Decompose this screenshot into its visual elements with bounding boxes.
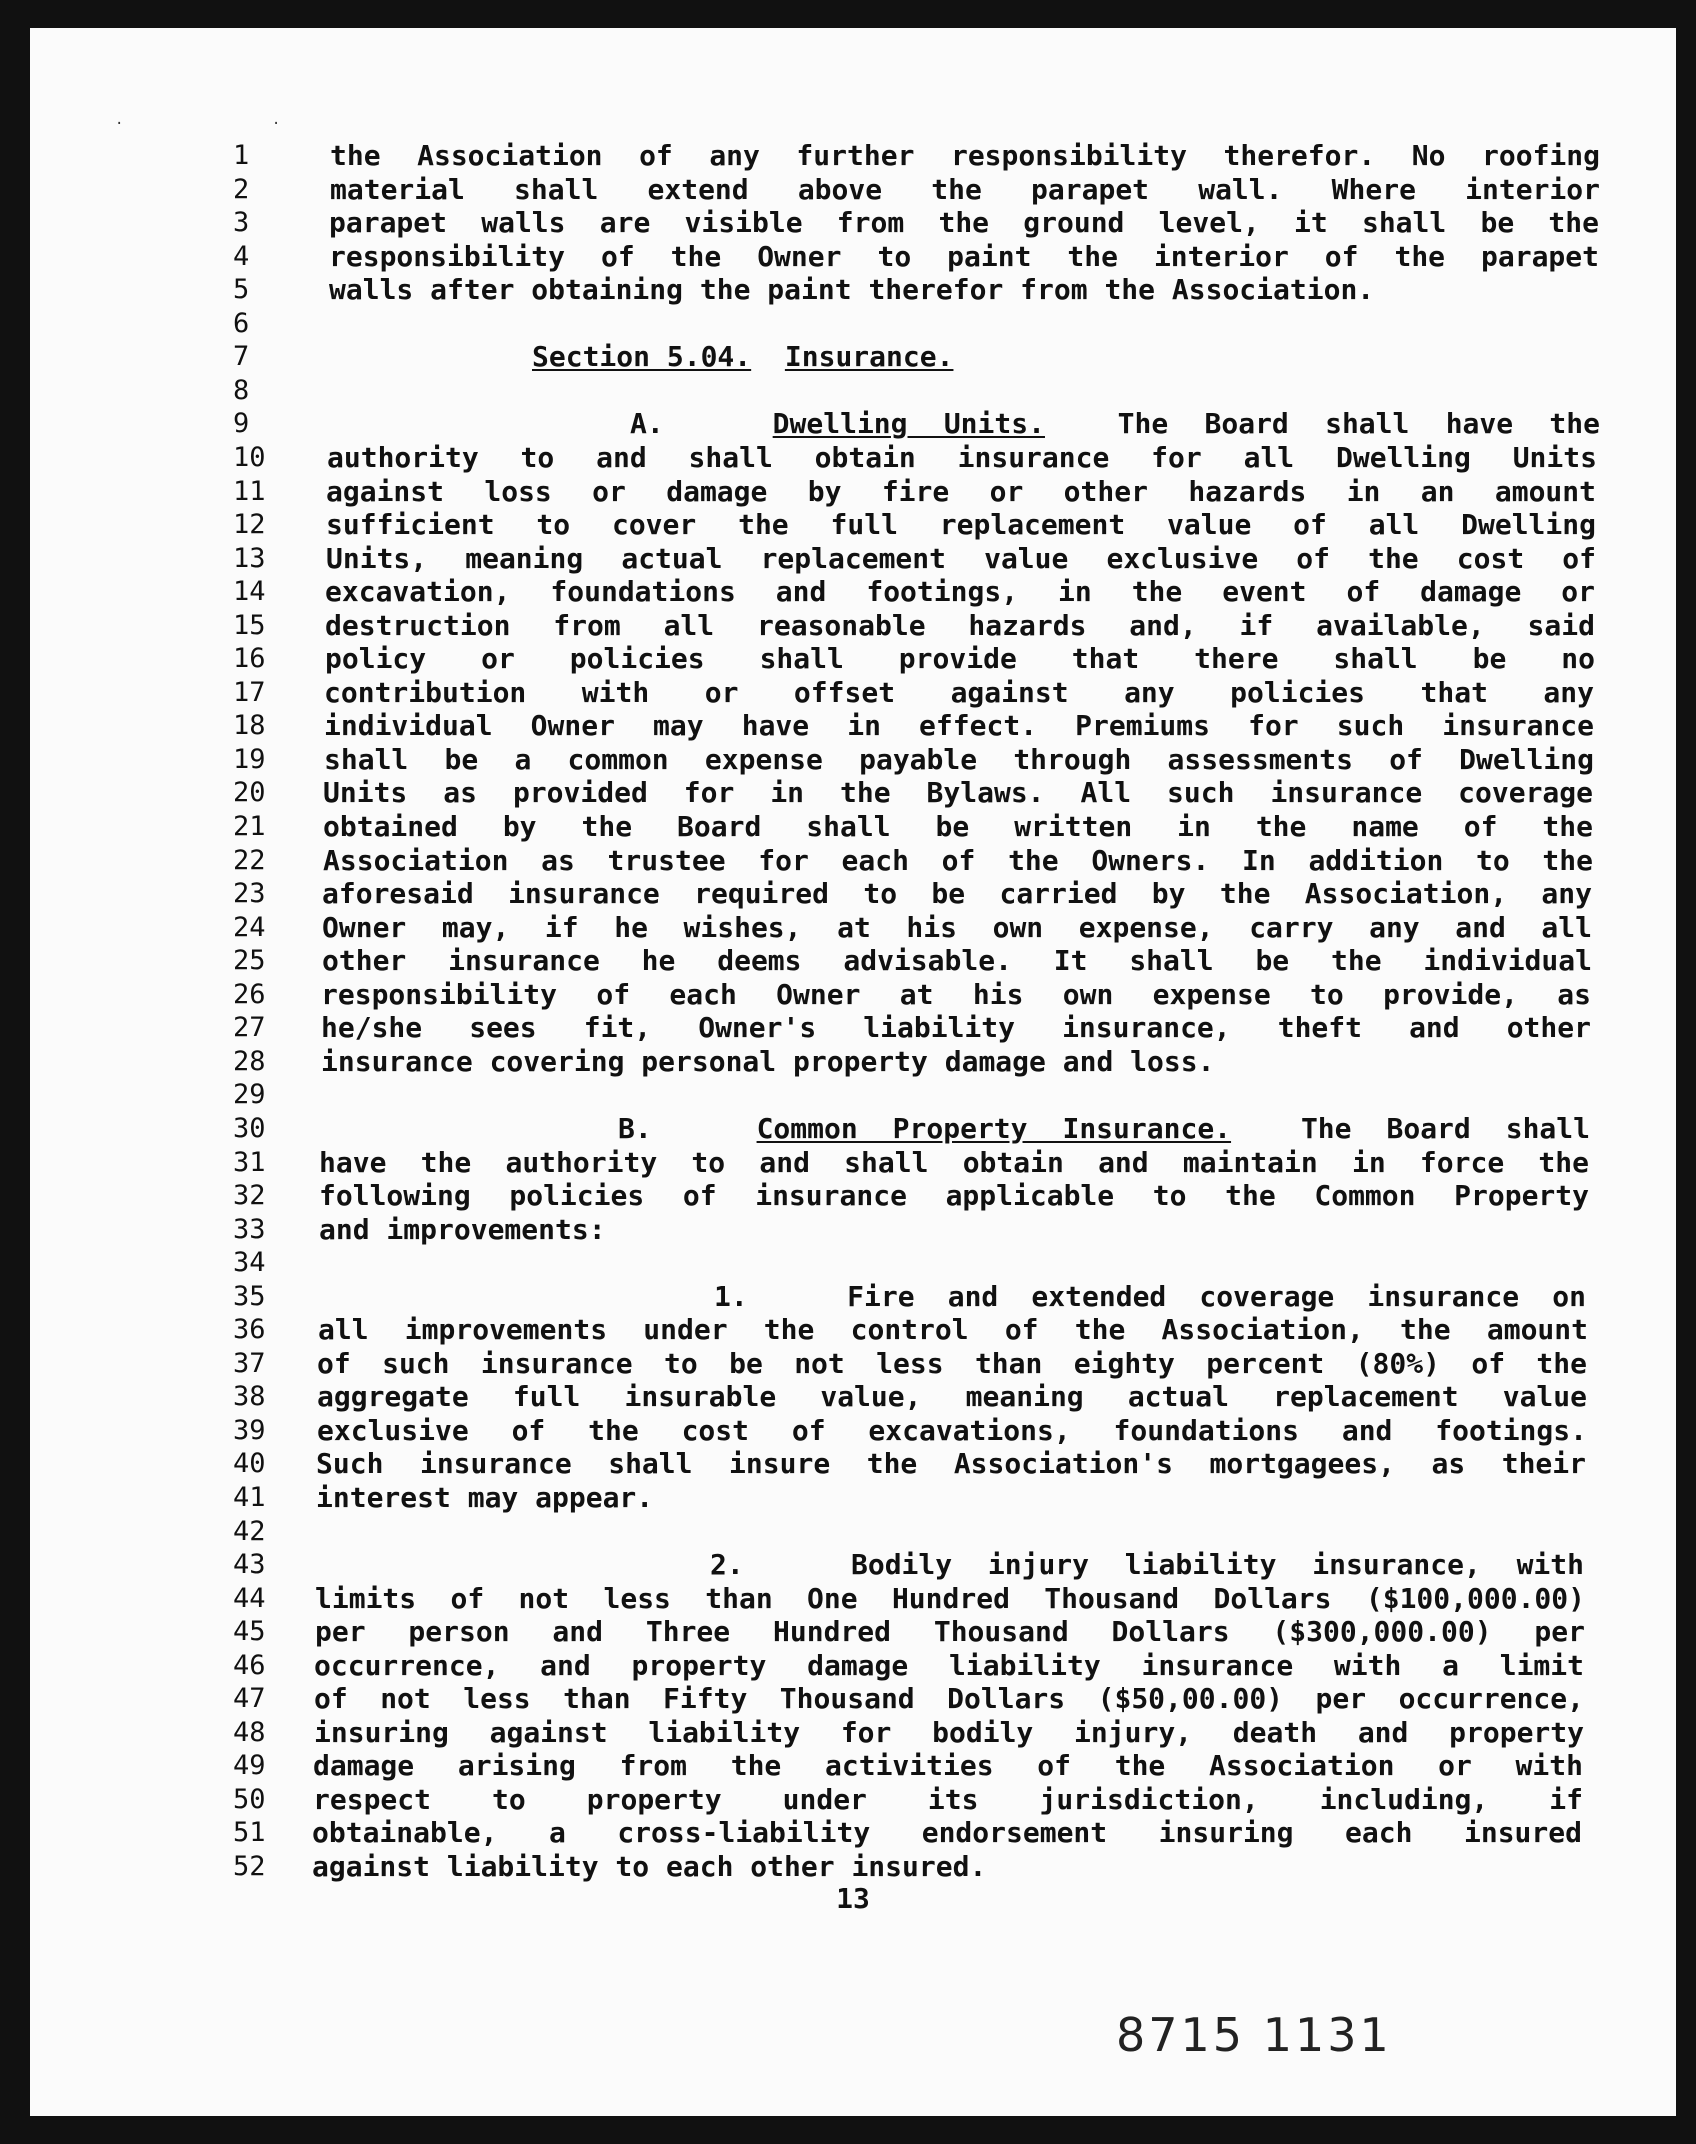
- line-number: 7: [233, 341, 250, 372]
- line-text: responsibility of each Owner at his own expense to provide, as: [321, 979, 1591, 1011]
- line-text: parapet walls are visible from the ground level, it shall be the: [329, 207, 1599, 239]
- line-text: insurance covering personal property damage and loss.: [321, 1046, 1215, 1078]
- line-number: 1: [233, 140, 250, 171]
- line-number: 12: [233, 509, 266, 540]
- line-text: policy or policies shall provide that there shall be no: [325, 643, 1595, 675]
- line-number: 14: [233, 576, 266, 607]
- line-number: 29: [233, 1079, 266, 1110]
- item-2-number: 2.: [710, 1549, 744, 1581]
- line-text: Units as provided for in the Bylaws. All such insurance coverage: [323, 777, 1593, 809]
- document-line: [30, 811, 1630, 843]
- document-line: [30, 576, 1630, 608]
- document-line: [30, 274, 1630, 306]
- document-line: [30, 912, 1630, 944]
- document-line: [30, 1616, 1630, 1648]
- line-number: 36: [233, 1314, 266, 1345]
- line-text: aforesaid insurance required to be carried by the Association, any: [322, 878, 1592, 910]
- line-text: damage arising from the activities of the Association or with: [313, 1750, 1583, 1782]
- document-line: [30, 308, 1630, 340]
- document-line: [30, 744, 1630, 776]
- document-line: [30, 878, 1630, 910]
- item-1-number: 1.: [714, 1281, 748, 1313]
- line-number: 17: [233, 677, 266, 708]
- line-text: [532, 341, 1696, 373]
- line-number: 26: [233, 979, 266, 1010]
- document-line: [30, 1012, 1630, 1044]
- line-number: 23: [233, 878, 266, 909]
- line-number: 19: [233, 744, 266, 775]
- line-number: 49: [233, 1750, 266, 1781]
- line-text: destruction from all reasonable hazards and, if available, said: [325, 610, 1595, 642]
- line-text: [618, 1113, 1590, 1145]
- document-line: [30, 174, 1630, 206]
- document-line: [30, 1214, 1630, 1246]
- line-number: 32: [233, 1180, 266, 1211]
- document-line: [30, 1147, 1630, 1179]
- document-line: [30, 341, 1630, 373]
- document-line: [30, 1549, 1630, 1581]
- line-number: 50: [233, 1784, 266, 1815]
- line-text: exclusive of the cost of excavations, foundations and footings.: [317, 1415, 1587, 1447]
- document-line: [30, 710, 1630, 742]
- line-text: per person and Three Hundred Thousand Dollars ($300,000.00) per: [315, 1616, 1585, 1648]
- document-line: [30, 476, 1630, 508]
- line-number: 34: [233, 1247, 266, 1278]
- line-number: 6: [233, 308, 250, 339]
- document-line: [30, 1851, 1630, 1883]
- document-line: [30, 1817, 1630, 1849]
- para-b-heading: Common Property Insurance.: [756, 1113, 1232, 1145]
- line-number: 8: [233, 375, 250, 406]
- document-line: [30, 140, 1630, 172]
- section-label: Section 5.04.: [532, 341, 752, 373]
- line-text: aggregate full insurable value, meaning actual replacement value: [317, 1381, 1587, 1413]
- line-number: 13: [233, 543, 266, 574]
- document-line: [30, 241, 1630, 273]
- line-number: 45: [233, 1616, 266, 1647]
- document-line: [30, 1482, 1630, 1514]
- line-text: obtainable, a cross-liability endorsement insuring each insured: [312, 1817, 1582, 1849]
- line-number: 4: [233, 241, 250, 272]
- document-line: [30, 845, 1630, 877]
- document-line: [30, 442, 1630, 474]
- line-text: against loss or damage by fire or other hazards in an amount: [326, 476, 1596, 508]
- line-text: all improvements under the control of the Association, the amount: [318, 1314, 1588, 1346]
- line-number: 39: [233, 1415, 266, 1446]
- item-2-rest: Bodily injury liability insurance, with: [850, 1549, 1584, 1581]
- line-number: 48: [233, 1717, 266, 1748]
- para-a-letter: A.: [630, 408, 664, 440]
- line-number: 15: [233, 610, 266, 641]
- line-text: Units, meaning actual replacement value exclusive of the cost of: [326, 543, 1596, 575]
- section-title: Insurance.: [784, 341, 954, 373]
- line-number: 44: [233, 1583, 266, 1614]
- line-number: 33: [233, 1214, 266, 1245]
- document-line: [30, 1650, 1630, 1682]
- document-line: [30, 1180, 1630, 1212]
- line-number: 21: [233, 811, 266, 842]
- line-number: 31: [233, 1147, 266, 1178]
- line-text: [630, 408, 1600, 440]
- document-line: [30, 677, 1630, 709]
- line-number: 10: [233, 442, 266, 473]
- document-line: [30, 610, 1630, 642]
- line-text: limits of not less than One Hundred Thousand Dollars ($100,000.00): [315, 1583, 1585, 1615]
- document-line: [30, 979, 1630, 1011]
- document-line: [30, 1784, 1630, 1816]
- page-number: 13: [836, 1882, 870, 1915]
- line-number: 11: [233, 476, 266, 507]
- document-line: [30, 1381, 1630, 1413]
- document-line: [30, 1281, 1630, 1313]
- document-line: [30, 1750, 1630, 1782]
- para-a-rest: The Board shall have the: [1117, 408, 1600, 440]
- line-text: excavation, foundations and footings, in the event of damage or: [325, 576, 1595, 608]
- line-number: 16: [233, 643, 266, 674]
- line-text: Association as trustee for each of the Owners. In addition to the: [323, 845, 1593, 877]
- document-line: [30, 408, 1630, 440]
- document-line: [30, 543, 1630, 575]
- document-line: [30, 1314, 1630, 1346]
- line-text: [714, 1281, 1586, 1313]
- line-text: individual Owner may have in effect. Premiums for such insurance: [324, 710, 1594, 742]
- line-number: 20: [233, 777, 266, 808]
- line-number: 9: [233, 408, 250, 439]
- line-text: other insurance he deems advisable. It shall be the individual: [322, 945, 1592, 977]
- line-number: 37: [233, 1348, 266, 1379]
- line-number: 5: [233, 274, 250, 305]
- document-page: [30, 28, 1676, 2116]
- line-text: [710, 1549, 1584, 1581]
- line-number: 27: [233, 1012, 266, 1043]
- line-text: of not less than Fifty Thousand Dollars ($50,00.00) per occurrence,: [314, 1683, 1584, 1715]
- item-1-rest: Fire and extended coverage insurance on: [847, 1281, 1586, 1313]
- document-line: [30, 1348, 1630, 1380]
- scan-specks: · ·: [115, 116, 351, 132]
- document-line: [30, 509, 1630, 541]
- line-number: 40: [233, 1448, 266, 1479]
- line-text: obtained by the Board shall be written in the name of the: [323, 811, 1593, 843]
- line-number: 43: [233, 1549, 266, 1580]
- line-text: and improvements:: [319, 1214, 606, 1246]
- document-line: [30, 777, 1630, 809]
- line-text: shall be a common expense payable through assessments of Dwelling: [324, 744, 1594, 776]
- line-text: material shall extend above the parapet wall. Where interior: [330, 174, 1600, 206]
- document-line: [30, 1046, 1630, 1078]
- line-text: walls after obtaining the paint therefor from the Association.: [329, 274, 1375, 306]
- document-line: [30, 1717, 1630, 1749]
- document-line: [30, 1113, 1630, 1145]
- document-line: [30, 1516, 1630, 1548]
- line-text: occurrence, and property damage liability insurance with a limit: [314, 1650, 1584, 1682]
- para-b-rest: The Board shall: [1300, 1113, 1590, 1145]
- line-text: respect to property under its jurisdiction, including, if: [313, 1784, 1583, 1816]
- line-text: have the authority to and shall obtain and maintain in force the: [319, 1147, 1589, 1179]
- document-line: [30, 643, 1630, 675]
- line-text: he/she sees fit, Owner's liability insurance, theft and other: [321, 1012, 1591, 1044]
- line-text: sufficient to cover the full replacement value of all Dwelling: [326, 509, 1596, 541]
- line-number: 24: [233, 912, 266, 943]
- line-number: 52: [233, 1851, 266, 1882]
- line-text: authority to and shall obtain insurance for all Dwelling Units: [327, 442, 1597, 474]
- line-number: 3: [233, 207, 250, 238]
- line-text: contribution with or offset against any policies that any: [324, 677, 1594, 709]
- line-text: the Association of any further responsibility therefor. No roofing: [330, 140, 1600, 172]
- line-number: 30: [233, 1113, 266, 1144]
- line-text: responsibility of the Owner to paint the interior of the parapet: [329, 241, 1599, 273]
- line-number: 41: [233, 1482, 266, 1513]
- line-number: 38: [233, 1381, 266, 1412]
- document-line: [30, 1583, 1630, 1615]
- line-number: 35: [233, 1281, 266, 1312]
- para-a-heading: Dwelling Units.: [772, 408, 1045, 440]
- line-text: Owner may, if he wishes, at his own expense, carry any and all: [322, 912, 1592, 944]
- document-line: [30, 1683, 1630, 1715]
- line-number: 47: [233, 1683, 266, 1714]
- document-line: [30, 945, 1630, 977]
- line-number: 18: [233, 710, 266, 741]
- line-text: following policies of insurance applicable to the Common Property: [319, 1180, 1589, 1212]
- line-text: Such insurance shall insure the Association's mortgagees, as their: [316, 1448, 1586, 1480]
- document-line: [30, 1247, 1630, 1279]
- line-number: 42: [233, 1516, 266, 1547]
- line-number: 46: [233, 1650, 266, 1681]
- line-number: 25: [233, 945, 266, 976]
- line-number: 22: [233, 845, 266, 876]
- line-text: interest may appear.: [316, 1482, 654, 1514]
- para-b-letter: B.: [618, 1113, 652, 1145]
- line-text: insuring against liability for bodily injury, death and property: [314, 1717, 1584, 1749]
- document-id: 8715 1131: [1116, 2008, 1392, 2062]
- line-number: 2: [233, 174, 250, 205]
- line-text: against liability to each other insured.: [312, 1851, 987, 1883]
- line-number: 28: [233, 1046, 266, 1077]
- line-number: 51: [233, 1817, 266, 1848]
- document-line: [30, 1415, 1630, 1447]
- document-line: [30, 1448, 1630, 1480]
- document-line: [30, 375, 1630, 407]
- document-line: [30, 207, 1630, 239]
- line-text: of such insurance to be not less than eighty percent (80%) of the: [317, 1348, 1587, 1380]
- document-line: [30, 1079, 1630, 1111]
